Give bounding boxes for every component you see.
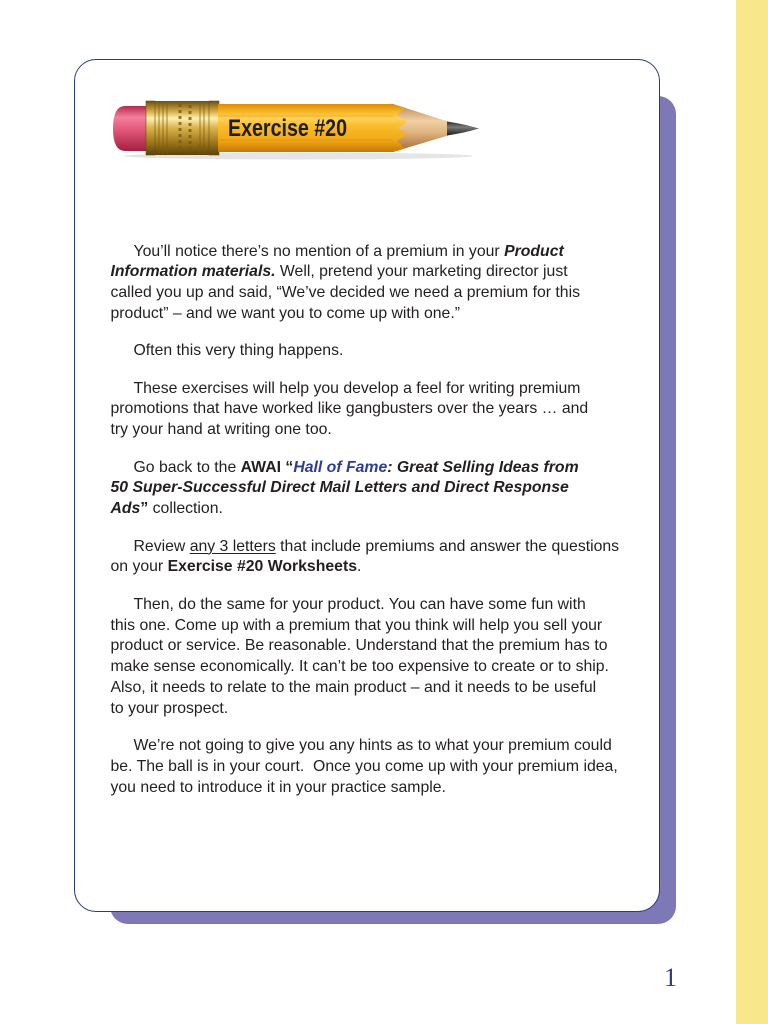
- text-run: make sense economically. It can’t be too expensive to create or to ship.: [110, 658, 609, 676]
- collection-title: : Great Selling Ideas from: [387, 458, 579, 476]
- graphite-point: [447, 121, 479, 135]
- text-run: that include premiums and answer the questions: [275, 537, 620, 555]
- text-line: [111, 262, 631, 283]
- closing-quote: ”: [140, 500, 149, 518]
- text-line: [111, 636, 631, 657]
- text-run: Often this very thing happens.: [133, 342, 344, 360]
- text-run: You’ll notice there’s no mention of a premium in your: [133, 242, 505, 260]
- text-line: [111, 283, 631, 304]
- page-number: 1: [664, 963, 677, 992]
- text-run: These exercises will help you develop a feel for writing premium: [133, 379, 581, 397]
- text-line: [111, 736, 631, 757]
- text-run: on your: [110, 558, 168, 576]
- text-run: Also, it needs to relate to the main product – and it needs to be useful: [110, 679, 597, 697]
- text-line: [111, 399, 631, 420]
- text-run: product or service. Be reasonable. Understand that the premium has to: [110, 637, 608, 655]
- text-line: [111, 242, 631, 263]
- text-line: [111, 341, 631, 362]
- text-line: [111, 699, 631, 720]
- text-line: [111, 757, 631, 778]
- text-run: Review: [133, 537, 190, 555]
- text-run: be. The ball is in your court. Once you come up with your premium idea,: [110, 758, 618, 775]
- paragraph: [111, 341, 631, 362]
- ferrule: [146, 101, 219, 155]
- text-run: product” – and we want you to come up with one.”: [110, 304, 460, 322]
- text-line: [111, 304, 631, 325]
- text-line: [111, 678, 631, 699]
- paragraph: [111, 458, 631, 520]
- text-line: [111, 420, 631, 441]
- text-line: [111, 537, 631, 558]
- text-line: [111, 458, 631, 479]
- hall-of-fame-title: Hall of Fame: [293, 458, 388, 476]
- text-line: [111, 616, 631, 637]
- text-run: Then, do the same for your product. You can have some fun with: [133, 595, 586, 613]
- text-line: [111, 557, 631, 578]
- text-line: [111, 478, 631, 499]
- awai-label: AWAI “: [240, 458, 294, 476]
- text-run: try your hand at writing one too.: [110, 421, 332, 439]
- text-run: collection.: [148, 500, 223, 518]
- paragraph: [111, 242, 631, 325]
- text-line: [111, 595, 631, 616]
- paragraph: [111, 537, 631, 579]
- text-run: We’re not going to give you any hints as to what your premium could: [133, 737, 612, 755]
- exercise-title: Exercise #20: [227, 114, 347, 142]
- text-run: Go back to the: [133, 458, 241, 476]
- any-3-letters-underlined: any 3 letters: [189, 537, 276, 555]
- product-information-emphasis: Information materials.: [110, 263, 276, 281]
- exercise-card: [74, 59, 660, 912]
- text-line: [111, 499, 631, 520]
- exercise-instructions: [111, 242, 631, 816]
- paragraph: [111, 595, 631, 720]
- text-line: [111, 778, 631, 799]
- pencil-icon: [108, 94, 484, 162]
- text-line: [111, 657, 631, 678]
- collection-title: Ads: [110, 500, 141, 518]
- product-information-emphasis: Product: [504, 242, 564, 260]
- page-edge-stripe: [736, 0, 768, 1024]
- paragraph: [111, 379, 631, 441]
- text-run: called you up and said, “We’ve decided we need a premium for this: [110, 284, 580, 302]
- text-run: promotions that have worked like gangbusters over the years … and: [110, 400, 589, 418]
- pencil-tip: [393, 104, 448, 152]
- text-run: .: [357, 558, 362, 576]
- text-line: [111, 379, 631, 400]
- collection-title: 50 Super-Successful Direct Mail Letters and Direct Response: [110, 479, 569, 497]
- text-run: Well, pretend your marketing director just: [275, 263, 568, 281]
- text-run: you need to introduce it in your practice sample.: [110, 778, 446, 796]
- worksheets-reference: Exercise #20 Worksheets: [167, 558, 357, 576]
- paragraph: [111, 736, 631, 798]
- text-run: this one. Come up with a premium that you think will help you sell your: [110, 616, 603, 634]
- text-run: to your prospect.: [110, 699, 229, 717]
